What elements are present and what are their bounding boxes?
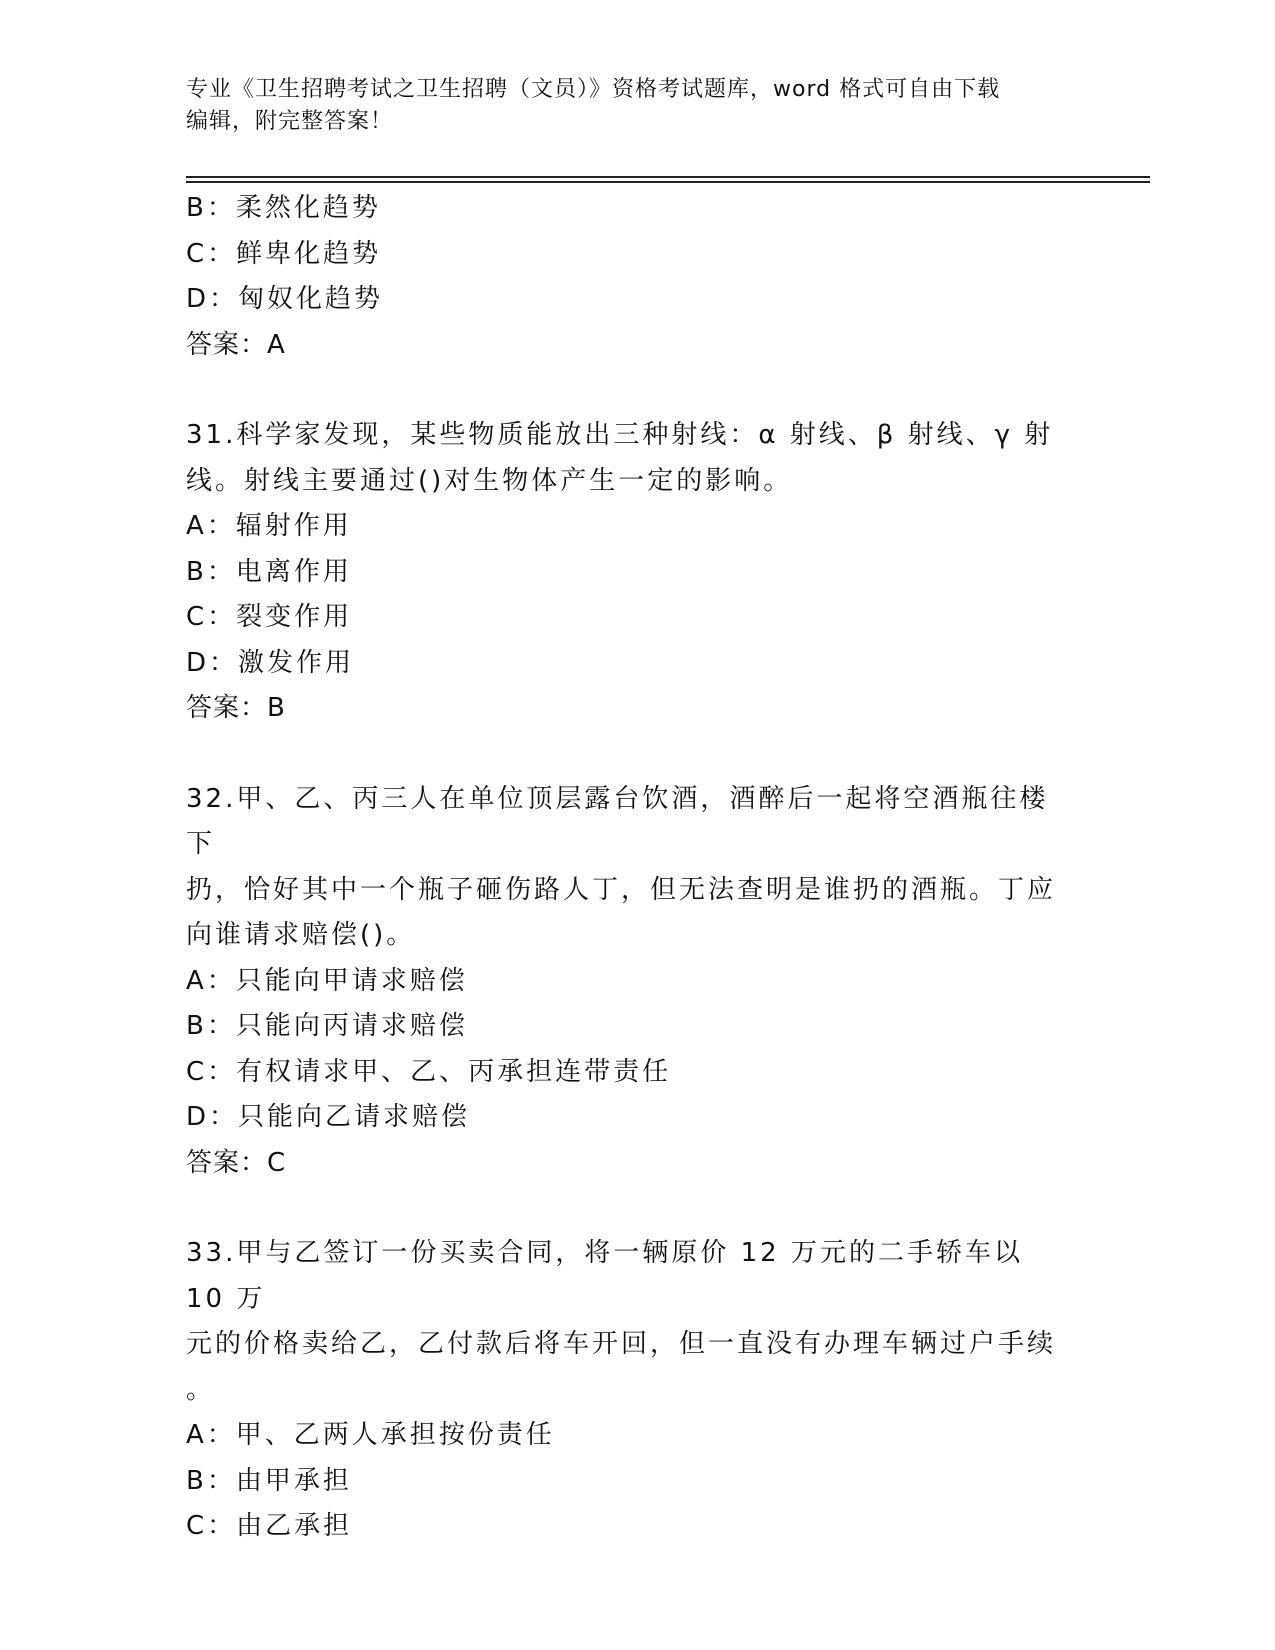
question-text bbox=[186, 1231, 1066, 1413]
option-d: D：激发作用 bbox=[186, 647, 355, 678]
option-b: B：由甲承担 bbox=[186, 1465, 352, 1496]
option-d: D：只能向乙请求赔偿 bbox=[186, 1102, 471, 1132]
question-text-line: 31.科学家发现，某些物质能放出三种射线：α 射线、β 射线、γ 射 bbox=[186, 420, 1054, 450]
option-d: D：匈奴化趋势 bbox=[186, 284, 384, 314]
question-text-line: 。 bbox=[186, 1374, 216, 1405]
option-c: C：有权请求甲、乙、丙承担连带责任 bbox=[186, 1056, 672, 1087]
header-divider-top bbox=[186, 176, 1150, 178]
answer: 答案：B bbox=[186, 693, 286, 723]
question-text bbox=[186, 777, 1066, 959]
answer: 答案：C bbox=[186, 1147, 287, 1178]
option-b: B：电离作用 bbox=[186, 556, 352, 587]
question-text-line: 向谁请求赔偿()。 bbox=[186, 920, 416, 950]
option-b: B：柔然化趋势 bbox=[186, 193, 381, 223]
header-divider-bottom bbox=[186, 181, 1150, 183]
option-c: C：由乙承担 bbox=[186, 1511, 353, 1541]
header-line-2: 编辑，附完整答案！ bbox=[186, 109, 394, 134]
option-b: B：只能向丙请求赔偿 bbox=[186, 1011, 468, 1041]
answer: 答案：A bbox=[186, 329, 286, 360]
question-30-tail bbox=[186, 186, 1086, 368]
question-text-line: 线。射线主要通过()对生物体产生一定的影响。 bbox=[186, 465, 793, 496]
question-content bbox=[186, 186, 1086, 1550]
document-header bbox=[186, 74, 1086, 138]
question-33 bbox=[186, 1231, 1086, 1550]
question-text bbox=[186, 413, 1066, 504]
option-a: A：只能向甲请求赔偿 bbox=[186, 965, 468, 996]
option-a: A：辐射作用 bbox=[186, 511, 352, 541]
question-text-line: 32.甲、乙、丙三人在单位顶层露台饮酒，酒醉后一起将空酒瓶往楼下 bbox=[186, 783, 1049, 859]
question-text-line: 元的价格卖给乙，乙付款后将车开回，但一直没有办理车辆过户手续 bbox=[186, 1329, 1057, 1359]
option-a: A：甲、乙两人承担按份责任 bbox=[186, 1420, 555, 1450]
option-c: C：裂变作用 bbox=[186, 602, 353, 632]
header-line-1: 专业《卫生招聘考试之卫生招聘（文员）》资格考试题库，word 格式可自由下载 bbox=[186, 77, 1001, 102]
question-text-line: 33.甲与乙签订一份买卖合同，将一辆原价 12 万元的二手轿车以 10 万 bbox=[186, 1238, 1023, 1314]
question-31 bbox=[186, 413, 1086, 732]
question-text-line: 扔，恰好其中一个瓶子砸伤路人丁，但无法查明是谁扔的酒瓶。丁应 bbox=[186, 874, 1057, 905]
option-c: C：鲜卑化趋势 bbox=[186, 238, 382, 269]
question-32 bbox=[186, 777, 1086, 1187]
